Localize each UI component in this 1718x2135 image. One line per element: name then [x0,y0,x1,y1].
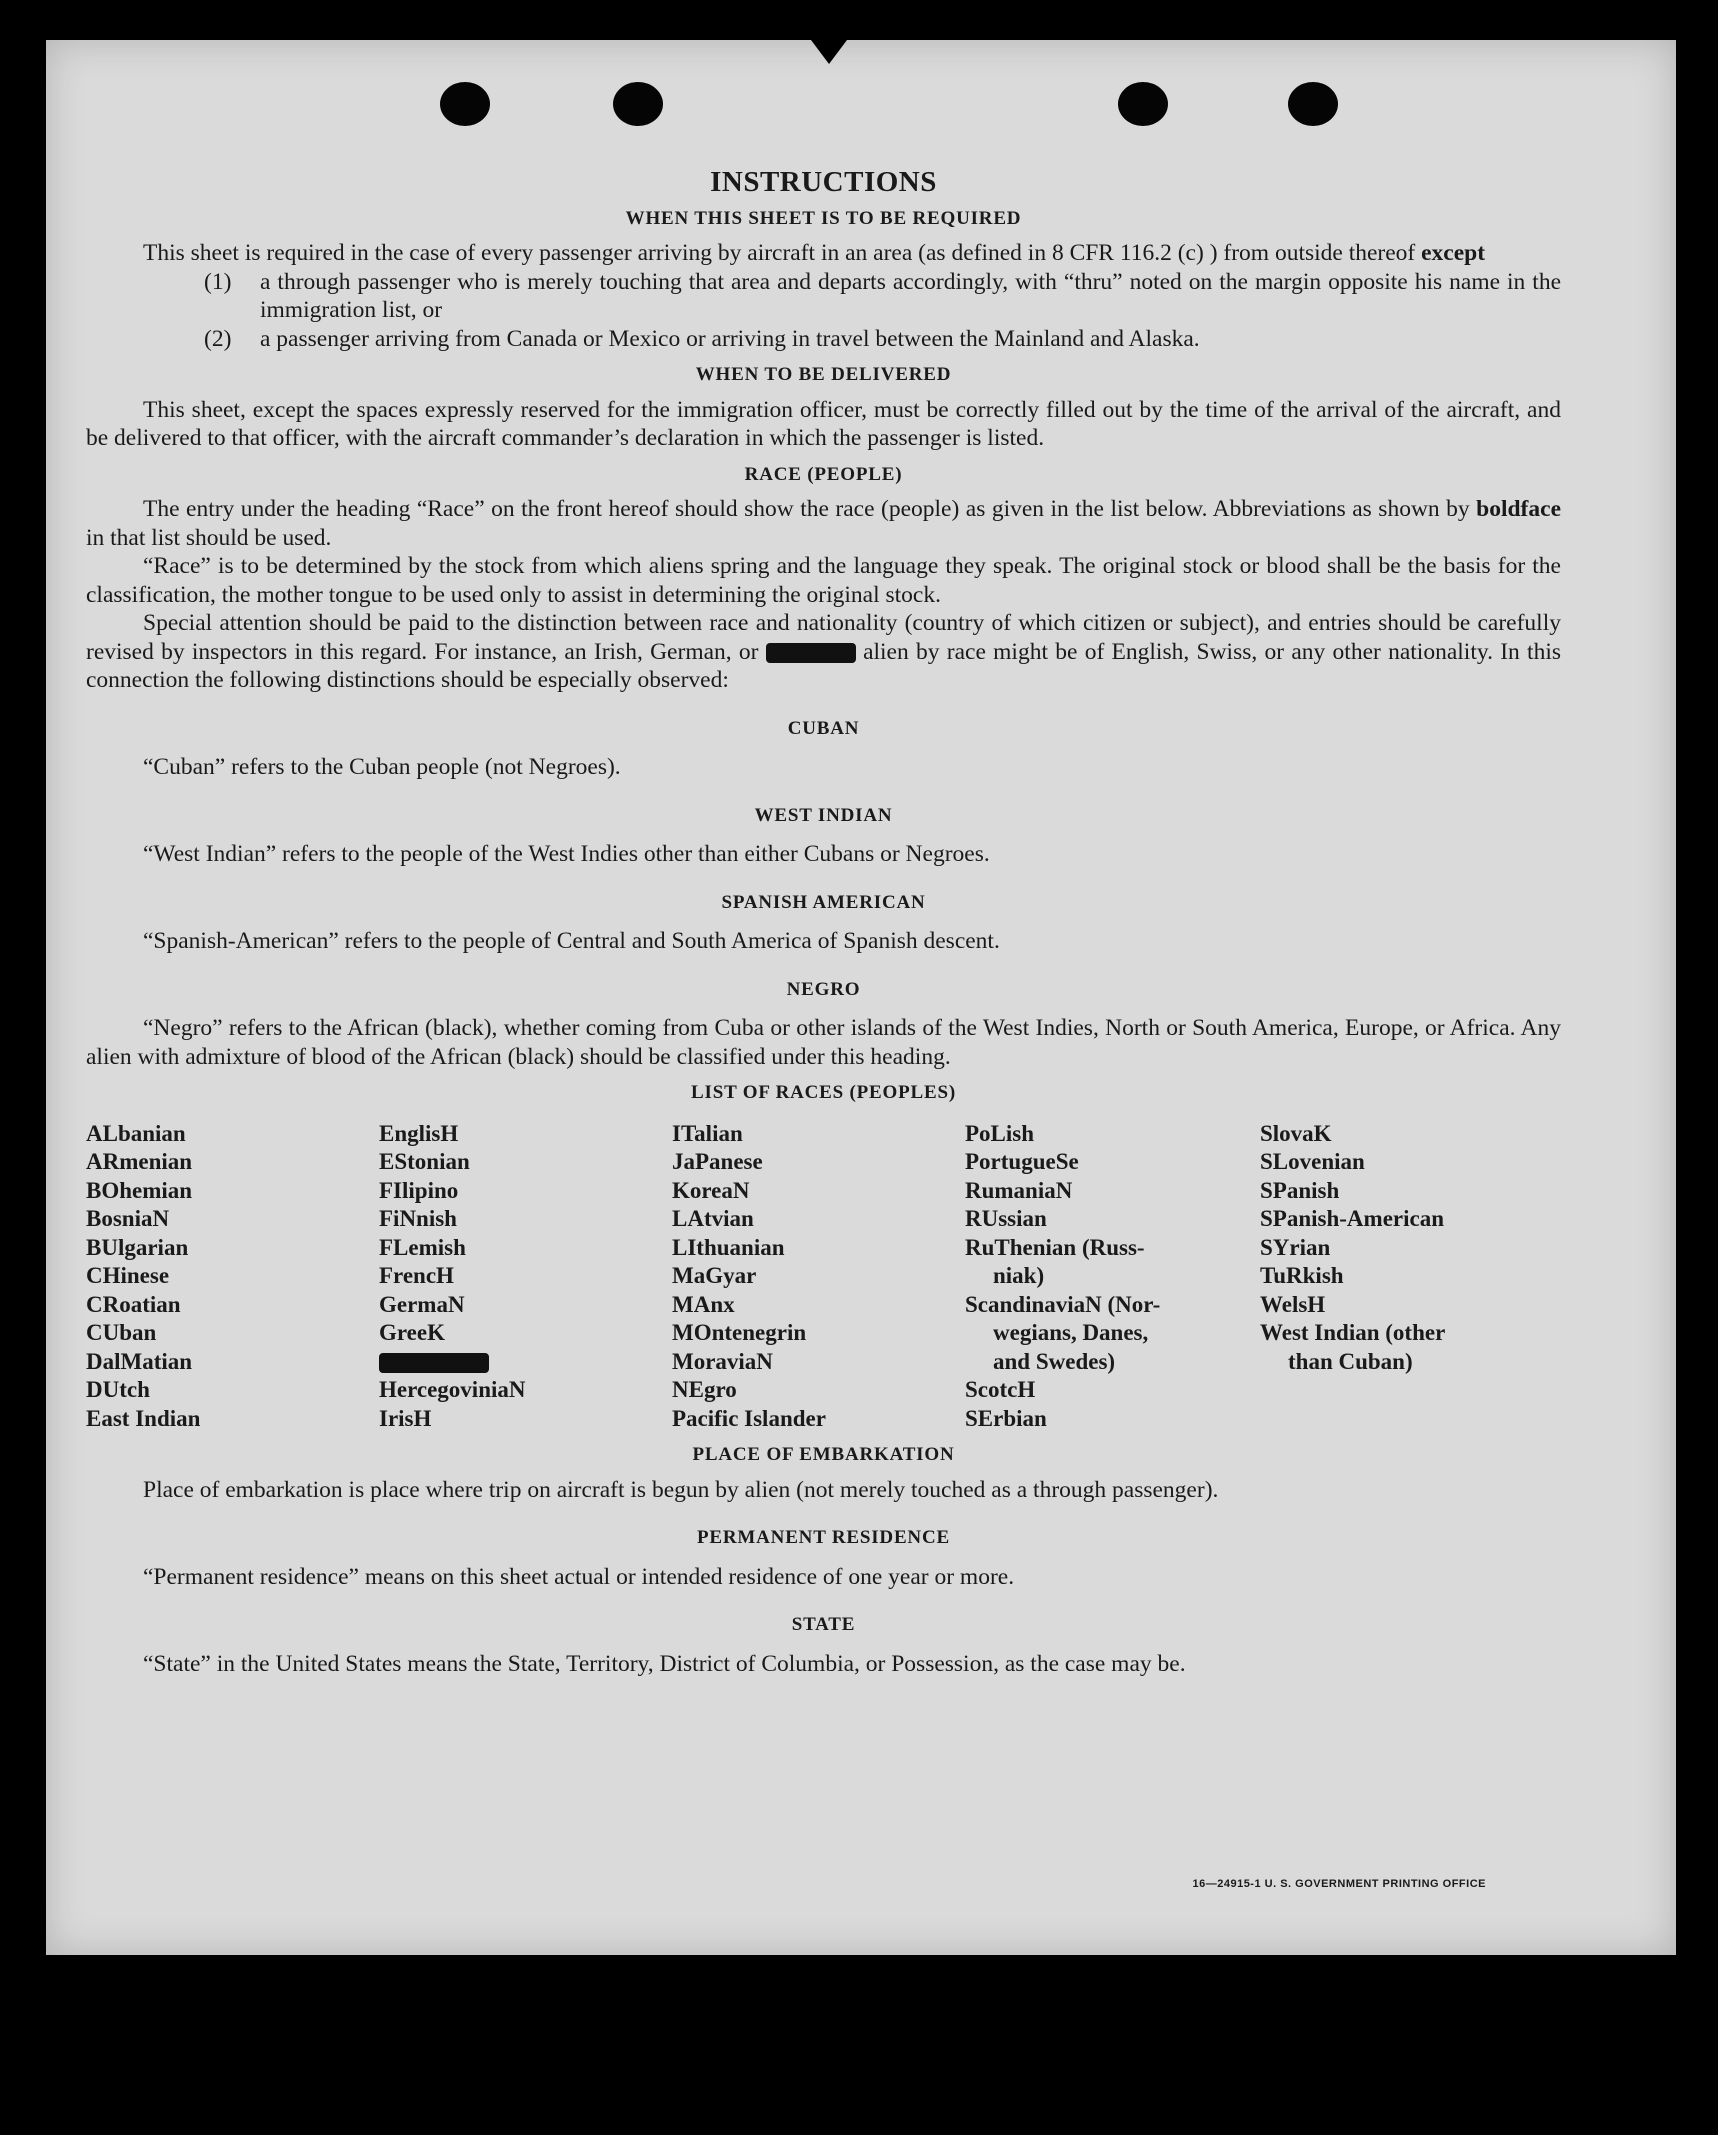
race-entry: FIlipino [379,1177,459,1203]
list-item [86,268,1561,325]
text: This sheet is required in the case of every passenger arriving by aircraft in an area (as defined in 8 CFR 116.2 (c) ) from outside thereof [143,240,1416,266]
section-heading: WEST INDIAN [754,804,893,826]
race-entry: BUlgarian [86,1234,189,1260]
paragraph: “State” in the United States means the State, Territory, District of Columbia, or Possession, as the case may be. [143,1650,1186,1677]
race-entry: MAnx [672,1291,735,1317]
race-entry: ITalian [672,1120,743,1146]
section-heading: RACE (PEOPLE) [744,463,903,485]
item-text: a through passenger who is merely touching that area and departs accordingly, with “thru” noted on the margin opposite his name in the immigration list, or [260,268,1561,323]
race-entry: MOntenegrin [672,1320,807,1345]
race-entry: RumaniaN [965,1177,1073,1203]
race-entry: than Cuban) [1288,1348,1413,1374]
punch-hole [440,82,490,126]
race-entry: SPanish [1260,1177,1340,1203]
text-bold: except [1421,240,1486,266]
section-heading: SPANISH AMERICAN [721,891,926,913]
race-list [86,1120,1561,1434]
section-heading: WHEN TO BE DELIVERED [695,364,952,385]
item-number: (1) [204,268,232,295]
race-column [965,1120,1260,1434]
race-entry: niak) [993,1263,1045,1288]
race-entry: and Swedes) [993,1348,1116,1374]
race-entry: TuRkish [1260,1263,1344,1288]
race-entry-redacted [379,1348,672,1377]
race-entry: West Indian (other [1260,1320,1446,1345]
text: Special attention should be paid to the distinction between race and nationality (country of which citizen or subject), and entries should be carefully revised by inspectors in this regard. For instance, an Irish, German, or [86,610,1561,665]
section-heading: NEGRO [786,978,861,1000]
race-entry: CRoatian [86,1291,181,1317]
top-notch [811,40,847,64]
race-entry: GermaN [379,1291,465,1317]
race-column [379,1120,672,1434]
race-column [672,1120,965,1434]
race-entry: DUtch [86,1377,150,1402]
race-entry: ScandinaviaN (Nor- [965,1291,1161,1317]
paragraph: This sheet, except the spaces expressly reserved for the immigration officer, must be correctly filled out by the time of the arrival of the aircraft, and be delivered to that officer, with the aircraft commander’s declaration in which the passenger is listed. [86,396,1561,451]
race-entry: SPanish-American [1260,1206,1444,1231]
item-number: (2) [204,325,232,352]
paragraph [86,495,1561,552]
race-entry: SLovenian [1260,1149,1365,1174]
race-entry: GreeK [379,1320,445,1345]
race-entry: FrencH [379,1263,454,1288]
paragraph: “Race” is to be determined by the stock from which aliens spring and the language they speak. The original stock or blood shall be the basis for the classification, the mother tongue to be used only to assist in determining the original stock. [86,553,1561,608]
race-entry: BOhemian [86,1177,193,1203]
section-heading: LIST OF RACES (PEOPLES) [691,1082,956,1103]
paragraph [86,239,1561,268]
race-entry: EStonian [379,1149,470,1174]
race-entry: East Indian [86,1405,201,1431]
race-entry: MaGyar [672,1263,757,1288]
race-entry: LAtvian [672,1206,754,1231]
section-heading: PERMANENT RESIDENCE [697,1527,950,1548]
redaction-mark [766,643,856,663]
race-entry: CHinese [86,1263,170,1288]
race-entry: BosniaN [86,1206,170,1231]
race-entry: ARmenian [86,1149,193,1174]
text-bold: boldface [1476,496,1561,522]
race-entry: MoraviaN [672,1348,773,1374]
paragraph [86,609,1561,695]
race-entry: DalMatian [86,1348,193,1374]
race-entry: FiNnish [379,1206,457,1231]
race-entry: PoLish [965,1120,1035,1146]
race-entry: SlovaK [1260,1120,1332,1146]
race-column [86,1120,379,1434]
race-entry: RUssian [965,1206,1047,1231]
text: The entry under the heading “Race” on the front hereof should show the race (people) as given in the list below. Abbreviations as shown by [143,496,1470,522]
punch-hole [1288,82,1338,126]
text: in that list should be used. [86,524,332,551]
race-entry: SYrian [1260,1234,1331,1260]
paragraph: Place of embarkation is place where trip on aircraft is begun by alien (not merely touched as a through passenger). [143,1476,1219,1503]
race-entry: EnglisH [379,1120,459,1146]
race-entry: WelsH [1260,1291,1326,1317]
paragraph: “Cuban” refers to the Cuban people (not Negroes). [143,754,621,780]
race-entry: ScotcH [965,1377,1036,1402]
race-entry: RuThenian (Russ- [965,1234,1145,1260]
section-heading: STATE [791,1614,856,1635]
text: alien by race might be of English, Swiss, or any other nationality. In this connection the following distinctions should be especially observed: [86,638,1562,693]
race-entry: SErbian [965,1405,1047,1431]
paragraph: “Spanish-American” refers to the people of Central and South America of Spanish descent. [143,928,1000,954]
race-entry: LIthuanian [672,1234,785,1260]
section-heading: PLACE OF EMBARKATION [692,1444,955,1465]
page-title: INSTRUCTIONS [710,166,937,198]
printer-imprint: 16—24915-1 U. S. GOVERNMENT PRINTING OFFICE [1192,1878,1486,1890]
section-heading: CUBAN [787,717,860,739]
race-entry: HercegoviniaN [379,1377,526,1402]
race-entry: IrisH [379,1405,432,1431]
redaction-mark [379,1353,489,1373]
paragraph: “Negro” refers to the African (black), whether coming from Cuba or other islands of the West Indies, North or South America, Europe, or Africa. Any alien with admixture of blood of the African (black) should be classified under this heading. [86,1015,1561,1070]
section-heading: WHEN THIS SHEET IS TO BE REQUIRED [625,207,1022,229]
paragraph: “Permanent residence” means on this sheet actual or intended residence of one year or more. [143,1563,1015,1590]
race-entry: FLemish [379,1234,466,1260]
document-sheet [46,40,1676,1955]
race-entry: ALbanian [86,1120,186,1146]
list-item [86,325,1561,354]
race-entry: PortugueSe [965,1149,1079,1174]
race-entry: JaPanese [672,1149,763,1174]
punch-hole [1118,82,1168,126]
race-entry: CUban [86,1320,157,1345]
race-entry: NEgro [672,1377,737,1402]
item-text: a passenger arriving from Canada or Mexico or arriving in travel between the Mainland and Alaska. [260,325,1200,352]
race-entry: KoreaN [672,1177,750,1203]
race-entry: Pacific Islander [672,1405,826,1431]
race-column [1260,1120,1560,1434]
race-entry: wegians, Danes, [993,1320,1149,1345]
instructions-body [86,168,1561,1678]
paragraph: “West Indian” refers to the people of the West Indies other than either Cubans or Negroes. [143,841,990,867]
punch-hole [613,82,663,126]
